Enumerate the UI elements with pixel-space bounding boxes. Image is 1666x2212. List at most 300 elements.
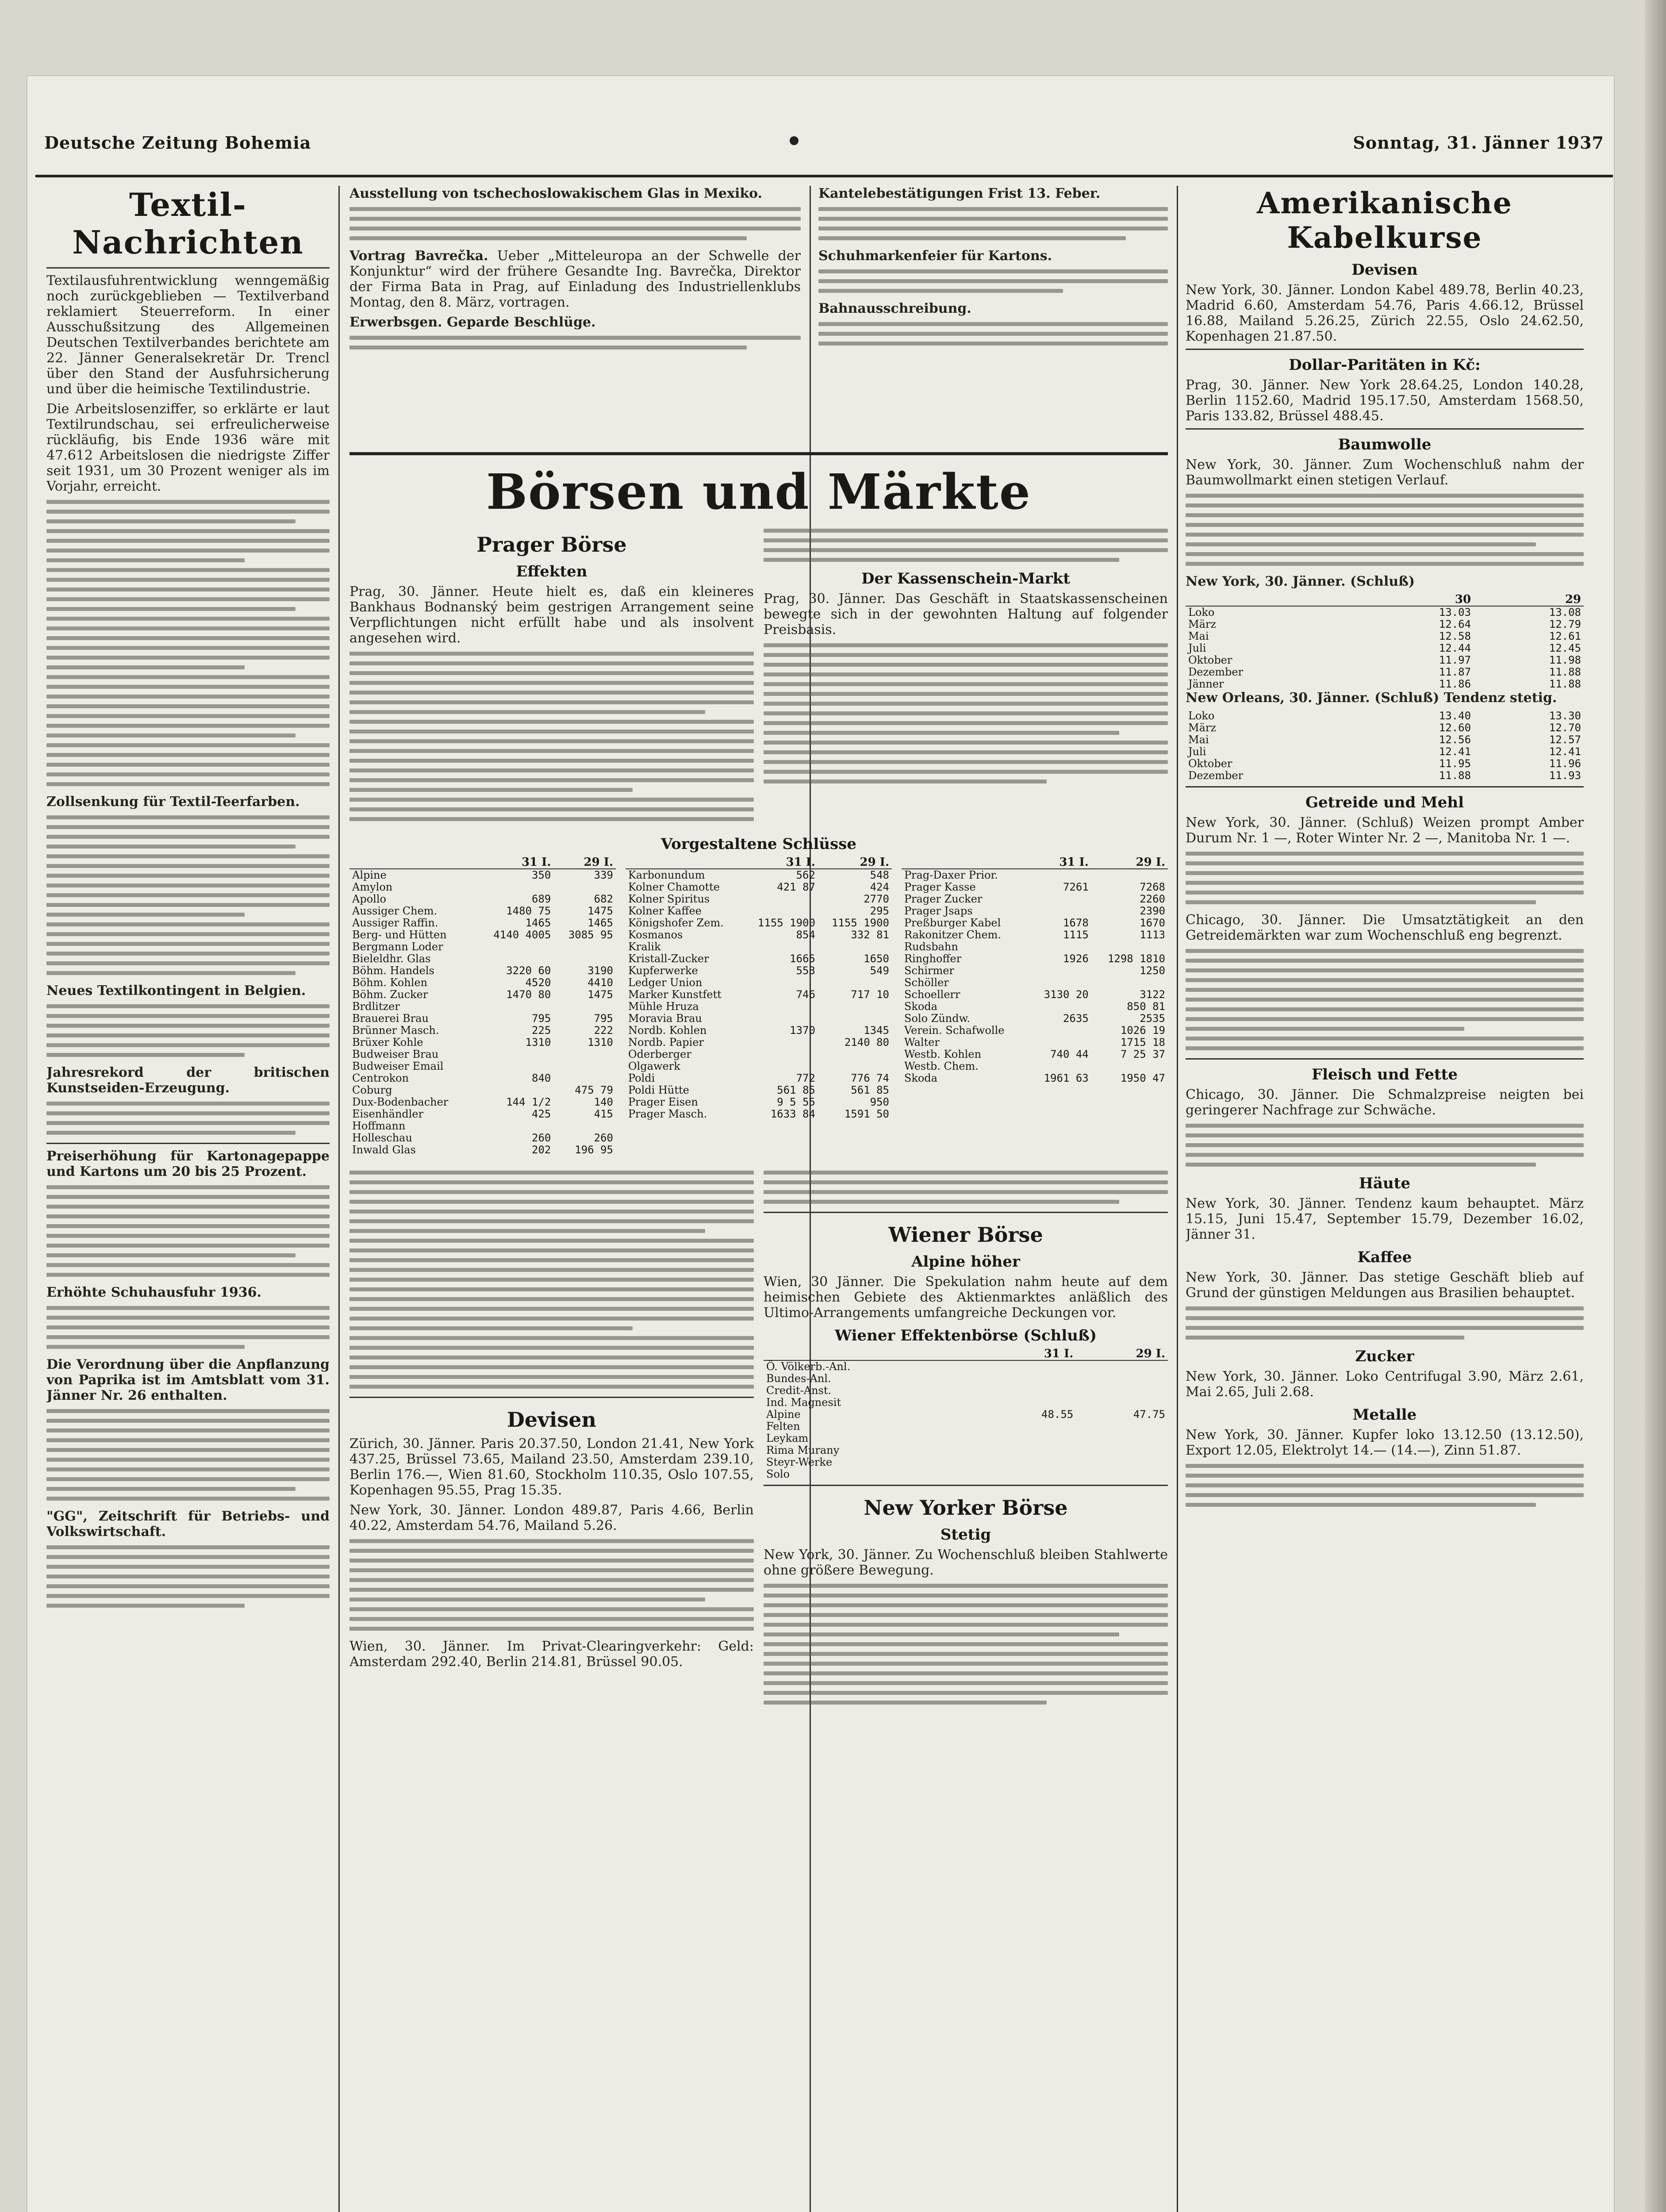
security-name: Dux-Bodenbacher [352, 1096, 449, 1108]
security-name: Bieleldhr. Glas [352, 952, 431, 965]
security-name: Kosmanos [628, 929, 683, 941]
security-name: Juli [1188, 642, 1206, 654]
table-row [764, 1397, 1168, 1409]
security-name: Solo Zündw. [904, 1012, 970, 1025]
table-row [1186, 746, 1584, 758]
subsection-title: Fleisch und Fette [1311, 1066, 1458, 1083]
text-block [46, 1004, 330, 1057]
quote-value [744, 905, 818, 917]
security-name: Hoffmann [352, 1120, 406, 1132]
table-row [626, 977, 892, 989]
security-name: März [1188, 618, 1216, 630]
quote-value: 1665 [790, 952, 815, 965]
newyork-text: New York, 30. Jänner. Zu Wochenschluß bleiben Stahlwerte ohne größere Bewegung. [764, 1547, 1168, 1578]
quote-value [1076, 1397, 1168, 1409]
quote-value [1030, 1025, 1091, 1037]
quote-value: 746 [796, 988, 815, 1001]
quote-value: 1155 1900 [831, 917, 889, 929]
quote-value: 1633 84 [770, 1108, 815, 1120]
security-name: Juli [1188, 745, 1206, 758]
divider [349, 1397, 754, 1398]
security-name: Schirmer [904, 964, 954, 977]
quote-value: 260 [594, 1132, 613, 1144]
security-name: Prager Jsaps [904, 905, 973, 917]
devisen-title: Devisen [507, 1408, 596, 1432]
paper-name: Deutsche Zeitung Bohemia [44, 133, 311, 153]
table-row [626, 1001, 892, 1013]
security-name: Aussiger Chem. [352, 905, 438, 917]
quote-value [1076, 1385, 1168, 1397]
quote-value [1030, 941, 1091, 953]
quote-value: 11.97 [1439, 654, 1471, 666]
quote-value [984, 1385, 1076, 1397]
quote-value: 1715 18 [1120, 1036, 1165, 1048]
quote-value: 475 79 [575, 1084, 613, 1096]
table-row [1186, 770, 1584, 782]
column-header: 31 I. [476, 856, 554, 869]
quote-value [984, 1421, 1076, 1432]
table-row [902, 893, 1168, 905]
quote-value: 225 [532, 1024, 551, 1037]
security-name: Holleschau [352, 1132, 412, 1144]
quote-value: 13.40 [1439, 710, 1471, 722]
column-header: 29 I. [1091, 856, 1168, 869]
quote-value [818, 1048, 892, 1060]
table-row [902, 965, 1168, 977]
column-header: 29 I. [818, 856, 892, 869]
quote-value: 11.87 [1439, 666, 1471, 678]
text-block [1186, 1306, 1584, 1340]
table-row [349, 1132, 616, 1144]
article-heading: Schuhmarkenfeier für Kartons. [818, 248, 1052, 264]
security-name: Brüxer Kohle [352, 1036, 423, 1048]
quote-value [744, 893, 818, 905]
table-row [626, 941, 892, 953]
quote-value [818, 1001, 892, 1013]
quote-value [1091, 941, 1168, 953]
quote-value: 1475 [587, 905, 613, 917]
article-paragraph: Die Arbeitslosenziffer, so erklärte er laut Textilrundschau, sei erfreulicherweise rückläufig, bis Ende 1936 wäre mit 47.612 Arbeitslosen die niedrigste Ziffer seit 1931, um 30 Prozent weniger als im Vorjahr, erreicht. [46, 401, 330, 494]
quote-value [476, 1084, 554, 1096]
quote-value [818, 1013, 892, 1025]
quote-value [818, 1060, 892, 1072]
quote-value [1076, 1373, 1168, 1385]
security-name: Loko [1188, 710, 1215, 722]
table-row [902, 869, 1168, 881]
table-row [1186, 642, 1584, 654]
table-row [902, 1025, 1168, 1037]
quote-value [1076, 1421, 1168, 1432]
quote-value: 47.75 [1133, 1408, 1165, 1421]
text-block [764, 643, 1168, 783]
security-name: Amylon [352, 881, 393, 893]
quote-value: 9 5 55 [777, 1096, 815, 1108]
quote-value: 772 [796, 1072, 815, 1084]
table-row [902, 1048, 1168, 1060]
security-name: Moravia Brau [628, 1012, 702, 1025]
vienna-subtitle: Alpine höher [911, 1253, 1020, 1271]
text-block [1186, 494, 1584, 566]
quote-value: 421 87 [777, 881, 815, 893]
security-name: Loko [1188, 606, 1215, 618]
quote-value [744, 941, 818, 953]
quote-value: 3190 [587, 964, 613, 977]
quote-value: 1370 [790, 1024, 815, 1037]
table-row [349, 1060, 616, 1072]
security-name: Kolner Kaffee [628, 905, 702, 917]
security-name: Prager Masch. [628, 1108, 707, 1120]
table-row [626, 1084, 892, 1096]
quote-value [744, 1013, 818, 1025]
divider [46, 1143, 330, 1144]
security-name: Poldi Hütte [628, 1084, 689, 1096]
quote-value: 3220 60 [506, 964, 551, 977]
text-block [818, 322, 1168, 346]
quote-value: 1475 [587, 988, 613, 1001]
table-row [349, 1001, 616, 1013]
quote-value [553, 1060, 616, 1072]
quote-value: 7261 [1063, 881, 1089, 893]
quote-value [984, 1397, 1076, 1409]
column-header: 31 I. [744, 856, 818, 869]
subsection-title: Metalle [1352, 1406, 1417, 1424]
quote-value [553, 881, 616, 893]
subsection-title: Devisen [1351, 261, 1418, 279]
quote-value: 339 [594, 869, 613, 881]
quote-value: 1115 [1063, 929, 1089, 941]
table-title: New Orleans, 30. Jänner. (Schluß) Tendenz stetig. [1186, 690, 1557, 706]
table-row [626, 1025, 892, 1037]
quote-value [1030, 893, 1091, 905]
quote-value: 140 [594, 1096, 613, 1108]
quote-value [984, 1360, 1076, 1373]
quote-value: 11.98 [1549, 654, 1581, 666]
quote-value: 196 95 [575, 1144, 613, 1156]
table-row [902, 1001, 1168, 1013]
prague-title: Prager Börse [476, 533, 627, 557]
quote-value: 12.79 [1549, 618, 1581, 630]
text-block [46, 1102, 330, 1135]
table-row [626, 1096, 892, 1108]
security-name: Berg- und Hütten [352, 929, 447, 941]
markets-section [349, 447, 1168, 2212]
article-heading: Neues Textilkontingent in Belgien. [46, 983, 306, 998]
quote-value [818, 941, 892, 953]
quote-value: 2635 [1063, 1012, 1089, 1025]
quote-value: 12.44 [1439, 642, 1471, 654]
table-row [349, 905, 616, 917]
prague-subtitle: Effekten [516, 563, 587, 580]
quote-value: 1310 [587, 1036, 613, 1048]
vienna-text: Wien, 30 Jänner. Die Spekulation nahm heute auf dem heimischen Gebiete des Aktienmarktes anläßlich des Ultimo-Arrangements umfangreiche Deckungen vor. [764, 1274, 1168, 1321]
table-row [764, 1421, 1168, 1432]
quote-value: 854 [796, 929, 815, 941]
security-name: Böhm. Handels [352, 964, 434, 977]
quote-value: 1591 50 [844, 1108, 889, 1120]
table-row [902, 977, 1168, 989]
text-block [46, 1545, 330, 1608]
subsection-text: Chicago, 30. Jänner. Die Schmalzpreise neigten bei geringerer Nachfrage zur Schwäche. [1186, 1087, 1584, 1118]
quote-value: 13.30 [1549, 710, 1581, 722]
text-block [1186, 852, 1584, 904]
column-header: 30 [1363, 594, 1474, 606]
column-textile [46, 186, 330, 2212]
quote-value: 2535 [1140, 1012, 1165, 1025]
quote-value: 11.96 [1549, 757, 1581, 770]
security-name: Alpine [766, 1408, 801, 1421]
table-row [349, 977, 616, 989]
divider [1186, 428, 1584, 430]
quote-value [1076, 1360, 1168, 1373]
quote-value [476, 941, 554, 953]
table-row [626, 953, 892, 965]
subsection-text: New York, 30. Jänner. Zum Wochenschluß nahm der Baumwollmarkt einen stetigen Verlauf. [1186, 457, 1584, 488]
quote-value: 1480 75 [506, 905, 551, 917]
devisen-wien: Wien, 30. Jänner. Im Privat-Clearingverkehr: Geld: Amsterdam 292.40, Berlin 214.81, Brüssel 90.05. [349, 1639, 754, 1670]
quote-value: 13.03 [1439, 606, 1471, 618]
table-row [626, 1072, 892, 1084]
quote-value: 795 [594, 1012, 613, 1025]
security-name: Rima Murany [766, 1444, 840, 1456]
table-row [902, 1037, 1168, 1048]
security-name: Mai [1188, 630, 1209, 642]
subsection-text: New York, 30. Jänner. Das stetige Geschäft blieb auf Grund der günstigen Meldungen aus Brasilien behauptet. [1186, 1270, 1584, 1301]
divider [764, 1212, 1168, 1213]
quote-value: 260 [532, 1132, 551, 1144]
kassen-text: Prag, 30. Jänner. Das Geschäft in Staatskassenscheinen bewegte sich in der gewohnten Haltung auf folgender Preisbasis. [764, 591, 1168, 637]
security-name: Nordb. Papier [628, 1036, 704, 1048]
quote-value: 144 1/2 [506, 1096, 551, 1108]
quote-value: 717 10 [851, 988, 889, 1001]
text-block [818, 269, 1168, 293]
quote-value: 1961 63 [1044, 1072, 1089, 1084]
quote-value [744, 977, 818, 989]
page-edge-shadow [1645, 0, 1666, 2212]
security-name: Budweiser Email [352, 1060, 444, 1072]
text-block [349, 336, 801, 349]
article-intro: Textilausfuhrentwicklung wenngemäßig noch zurückgeblieben — Textilverband reklamiert Steuerreform. In einer Ausschußsitzung des Allgemeinen Deutschen Textilverbandes berichtete am 22. Jänner Generalsekretär Dr. Trencl über den Stand der Ausfuhrsicherung und über die heimische Textilindustrie. [46, 273, 330, 397]
quote-value [744, 1001, 818, 1013]
security-name: Poldi [628, 1072, 655, 1084]
quote-value: 1950 47 [1120, 1072, 1165, 1084]
table-row [1186, 666, 1584, 678]
quote-value [984, 1456, 1076, 1468]
newyork-title: New Yorker Börse [864, 1496, 1068, 1520]
quote-value: 4140 4005 [493, 929, 551, 941]
quote-value [476, 1001, 554, 1013]
quote-value [553, 941, 616, 953]
security-name: Dezember [1188, 666, 1244, 678]
quote-value [744, 1037, 818, 1048]
table-row [349, 917, 616, 929]
issue-date: Sonntag, 31. Jänner 1937 [1353, 133, 1604, 153]
text-block [46, 1306, 330, 1349]
security-name: Brdlitzer [352, 1000, 400, 1013]
table-row [626, 929, 892, 941]
quote-value: 4410 [587, 976, 613, 989]
quote-value [476, 953, 554, 965]
security-name: Oktober [1188, 757, 1232, 770]
quote-value: 562 [796, 869, 815, 881]
table-row [902, 905, 1168, 917]
security-name: März [1188, 722, 1216, 734]
quote-value: 689 [532, 893, 551, 905]
table-row [349, 1144, 616, 1156]
article-heading: Zollsenkung für Textil-Teerfarben. [46, 794, 300, 810]
quote-value: 12.57 [1549, 733, 1581, 746]
text-block [46, 1185, 330, 1277]
quote-value [553, 1120, 616, 1132]
table-row [626, 869, 892, 881]
quote-value [1091, 1060, 1168, 1072]
quote-value [553, 1048, 616, 1060]
table-row [1186, 734, 1584, 746]
table-row [1186, 618, 1584, 630]
table-row [902, 917, 1168, 929]
quote-value [553, 1072, 616, 1084]
quote-value: 424 [870, 881, 889, 893]
table-row [349, 1096, 616, 1108]
article-heading: Jahresrekord der britischen Kunstseiden-Erzeugung. [46, 1065, 330, 1096]
quote-value: 11.93 [1549, 769, 1581, 782]
table-row [349, 989, 616, 1001]
security-name: Credit-Anst. [766, 1384, 832, 1397]
quote-value: 202 [532, 1144, 551, 1156]
quote-value: 12.61 [1549, 630, 1581, 642]
subsection-text: New York, 30. Jänner. Kupfer loko 13.12.50 (13.12.50), Export 12.05, Elektrolyt 14.— (14.—), Zinn 51.87. [1186, 1427, 1584, 1458]
security-name: Verein. Schafwolle [904, 1024, 1005, 1037]
security-name: Schoellerr [904, 988, 960, 1001]
quote-value: 7268 [1140, 881, 1165, 893]
subsection-title: Häute [1359, 1175, 1411, 1192]
quote-value: 3122 [1140, 988, 1165, 1001]
quote-value: 350 [532, 869, 551, 881]
table-row [349, 1048, 616, 1060]
security-name: Kristall-Zucker [628, 952, 709, 965]
security-name: Centrokon [352, 1072, 409, 1084]
security-name: Rudsbahn [904, 941, 958, 953]
column-rule [1177, 186, 1178, 2212]
quote-value: 295 [870, 905, 889, 917]
security-name: Westb. Chem. [904, 1060, 979, 1072]
table-row [764, 1444, 1168, 1456]
table-row [1186, 710, 1584, 722]
article-heading: Kantelebestätigungen Frist 13. Feber. [818, 186, 1101, 201]
quote-value: 3130 20 [1044, 988, 1089, 1001]
quote-value: 561 85 [777, 1084, 815, 1096]
article-text: Ueber „Mitteleuropa an der Schwelle der Konjunktur“ wird der frühere Gesandte Ing. Bavrečka, Direktor der Firma Bata in Prag, auf Einladung des Industriellenklubs Montag, den 8. März, vortragen. [349, 248, 801, 310]
quote-value: 222 [594, 1024, 613, 1037]
closing-table-left [349, 856, 616, 1156]
quote-value: 1470 80 [506, 988, 551, 1001]
text-block [349, 207, 801, 240]
security-name: Aussiger Raffin. [352, 917, 438, 929]
section-title: Textil-Nachrichten [72, 186, 304, 261]
quote-value [1091, 977, 1168, 989]
table-row [626, 965, 892, 977]
table-row [349, 893, 616, 905]
table-row [349, 1025, 616, 1037]
article-heading: Vortrag Bavrečka. [349, 248, 488, 264]
vienna-table-title: Wiener Effektenbörse (Schluß) [835, 1327, 1097, 1344]
subsection-title: Kaffee [1357, 1248, 1412, 1266]
quote-value: 12.60 [1439, 722, 1471, 734]
subsection-text: New York, 30. Jänner. (Schluß) Weizen prompt Amber Durum Nr. 1 —, Roter Winter Nr. 2 —, Manitoba Nr. 1 —. [1186, 815, 1584, 846]
table-row [626, 1060, 892, 1072]
vienna-table [764, 1348, 1168, 1480]
text-block [1186, 1124, 1584, 1167]
security-name: Marker Kunstfett [628, 988, 722, 1001]
table-row [349, 929, 616, 941]
quote-value: 11.88 [1549, 666, 1581, 678]
article-heading: Erwerbsgen. Geparde Beschlüge. [349, 315, 596, 330]
kassen-title: Der Kassenschein-Markt [861, 570, 1070, 588]
quote-value: 1465 [525, 917, 551, 929]
quote-value: 776 74 [851, 1072, 889, 1084]
orleans-table [1186, 710, 1584, 782]
quote-value: 548 [870, 869, 889, 881]
quote-value [984, 1432, 1076, 1444]
security-name: Inwald Glas [352, 1144, 416, 1156]
security-name: Apollo [352, 893, 386, 905]
column-notices-2 [818, 186, 1168, 434]
article-heading: Die Verordnung über die Anpflanzung von Paprika ist im Amtsblatt vom 31. Jänner Nr. 26 enthalten. [46, 1357, 330, 1403]
quote-value [1091, 869, 1168, 881]
security-name: Königshofer Zem. [628, 917, 724, 929]
quote-value: 48.55 [1041, 1408, 1074, 1421]
quote-value: 12.45 [1549, 642, 1581, 654]
quote-value [476, 881, 554, 893]
subsection-text: New York, 30. Jänner. Tendenz kaum behauptet. März 15.15, Juni 15.47, September 15.79, Dezember 16.02, Jänner 31. [1186, 1196, 1584, 1242]
table-row [349, 1013, 616, 1025]
security-name: Bundes-Anl. [766, 1372, 831, 1385]
security-name: Prager Zucker [904, 893, 983, 905]
quote-value: 12.41 [1549, 745, 1581, 758]
quote-value: 11.88 [1439, 769, 1471, 782]
text-block [764, 1171, 1168, 1204]
devisen-newyork: New York, 30. Jänner. London 489.87, Paris 4.66, Berlin 40.22, Amsterdam 54.76, Mailand 5.26. [349, 1502, 754, 1533]
table-row [349, 881, 616, 893]
quote-value: 1155 1900 [757, 917, 815, 929]
security-name: Ö. Völkerb.-Anl. [766, 1360, 851, 1373]
quote-value [1076, 1444, 1168, 1456]
subsection-text: New York, 30. Jänner. Loko Centrifugal 3.90, März 2.61, Mai 2.65, Juli 2.68. [1186, 1369, 1584, 1400]
subsection-title: Getreide und Mehl [1305, 794, 1464, 811]
quote-value: 850 81 [1127, 1000, 1165, 1013]
security-name: Böhm. Zucker [352, 988, 428, 1001]
text-block [349, 1539, 754, 1631]
divider [1186, 1058, 1584, 1060]
security-name: Rakonitzer Chem. [904, 929, 1002, 941]
quote-value: 7 25 37 [1120, 1048, 1165, 1060]
quote-value: 1650 [864, 952, 889, 965]
quote-value: 1310 [525, 1036, 551, 1048]
quote-value [984, 1373, 1076, 1385]
table-title: New York, 30. Jänner. (Schluß) [1186, 574, 1415, 589]
table-row [902, 953, 1168, 965]
table-row [626, 905, 892, 917]
subsection-text: Prag, 30. Jänner. New York 28.64.25, London 140.28, Berlin 1152.60, Madrid 195.17.50, Amsterdam 1568.50, Paris 133.82, Brüssel 488.45. [1186, 377, 1584, 424]
subsection-title: Zucker [1355, 1348, 1414, 1365]
quote-value: 11.86 [1439, 678, 1471, 690]
table-row [1186, 654, 1584, 666]
security-name: Oktober [1188, 654, 1232, 666]
text-block [46, 1409, 330, 1501]
table-row [349, 965, 616, 977]
quote-value [1076, 1432, 1168, 1444]
quote-value: 332 81 [851, 929, 889, 941]
security-name: Karbonundum [628, 869, 705, 881]
